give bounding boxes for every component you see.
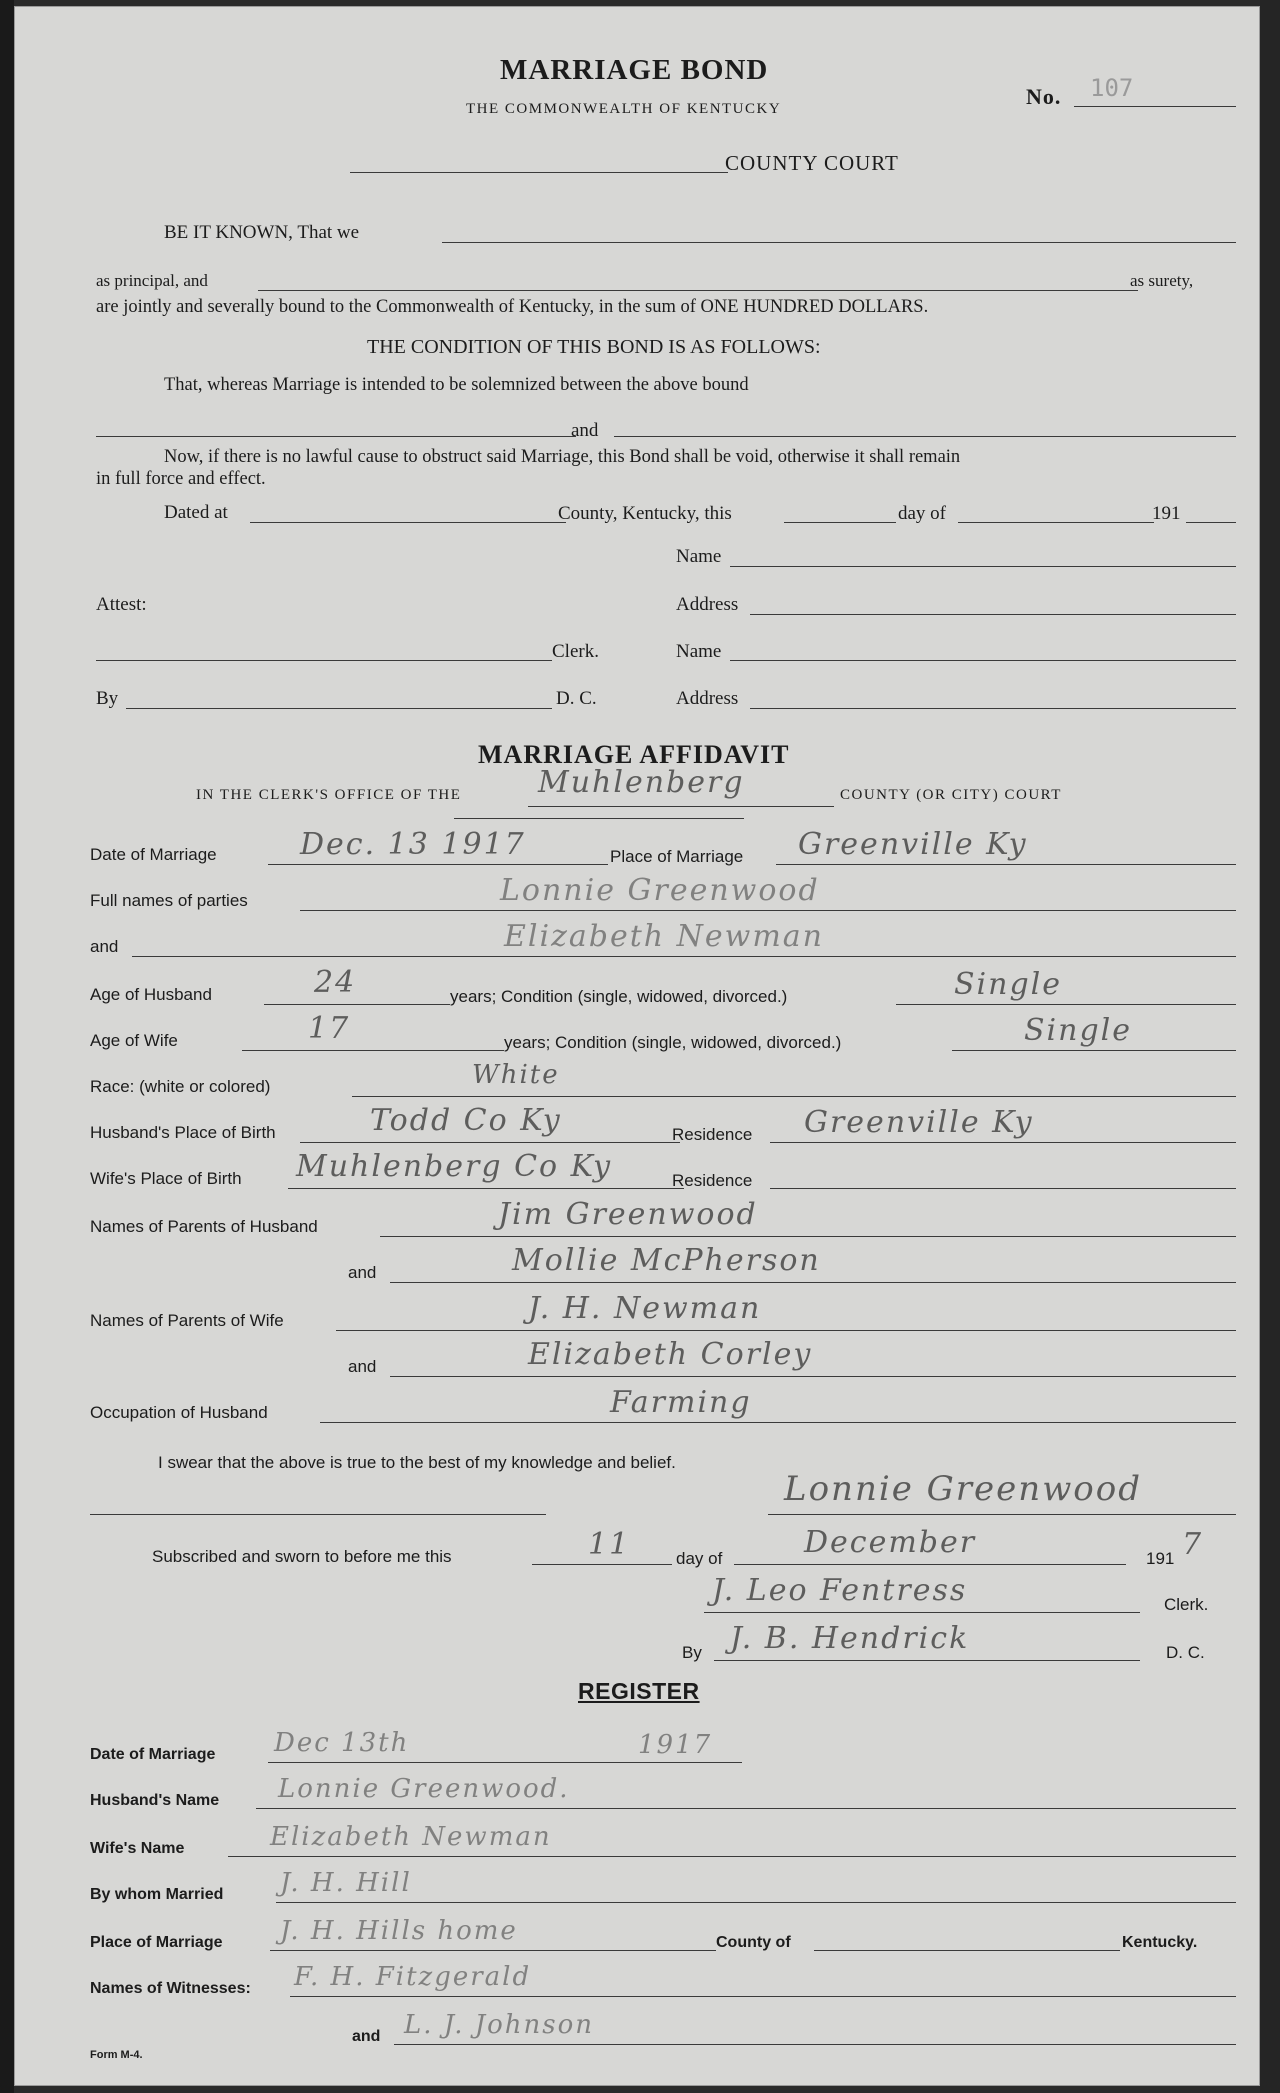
occupation-line [320, 1422, 1236, 1423]
bond-day-of-text: day of [898, 503, 947, 524]
whereas-text: That, whereas Marriage is intended to be solemnized between the above bound [164, 375, 749, 395]
husband-condition-line [896, 1004, 1236, 1005]
register-and-label: and [352, 2028, 381, 2045]
bond-subtitle: THE COMMONWEALTH OF KENTUCKY [466, 101, 782, 117]
place-of-marriage-line [776, 864, 1236, 865]
county-city-court-text: COUNTY (OR CITY) COURT [840, 787, 1062, 803]
husband-father-line [380, 1236, 1236, 1237]
bond-address-line-2 [750, 708, 1236, 709]
place-of-marriage-label: Place of Marriage [610, 847, 744, 866]
husband-mother-line [390, 1282, 1236, 1283]
occupation-value: Farming [610, 1385, 752, 1420]
party2-value: Elizabeth Newman [504, 919, 824, 954]
attest-label: Attest: [96, 594, 147, 615]
bond-no-label: No. [1026, 84, 1062, 109]
month-line [958, 522, 1154, 523]
occupation-label: Occupation of Husband [90, 1403, 268, 1422]
party1-line [300, 910, 1236, 911]
race-label: Race: (white or colored) [90, 1077, 271, 1096]
bond-address-label-1: Address [676, 594, 739, 615]
parents-wife-label: Names of Parents of Wife [90, 1311, 284, 1330]
register-place-line [270, 1950, 716, 1951]
register-wife-value: Elizabeth Newman [270, 1822, 552, 1852]
wife-birth-value: Muhlenberg Co Ky [296, 1149, 613, 1184]
wife-residence-line [770, 1188, 1236, 1189]
register-wife-line [228, 1856, 1236, 1857]
and-label-2: and [348, 1263, 377, 1282]
bond-no-value: 107 [1090, 74, 1134, 102]
county-court-label: COUNTY COURT [725, 151, 899, 175]
register-title: REGISTER [578, 1678, 700, 1704]
in-clerks-office-text: IN THE CLERK'S OFFICE OF THE [196, 787, 462, 803]
bond-name-label-2: Name [676, 641, 722, 662]
now-if-text-1: Now, if there is no lawful cause to obstruct said Marriage, this Bond shall be void, otherwise it shall remain [164, 447, 961, 467]
form-number: Form M-4. [90, 2049, 143, 2061]
as-surety-text: as surety, [1130, 271, 1194, 290]
register-witness1-line [290, 1996, 1236, 1997]
sworn-year-suffix: 7 [1182, 1527, 1204, 1562]
party-line-1 [96, 436, 576, 437]
register-wife-label: Wife's Name [90, 1840, 185, 1857]
register-place-label: Place of Marriage [90, 1934, 223, 1951]
bond-dc-label: D. C. [556, 688, 597, 709]
husband-father-value: Jim Greenwood [498, 1197, 758, 1232]
as-principal-text: as principal, and [96, 271, 208, 290]
year-line [1186, 522, 1236, 523]
bond-name-label-1: Name [676, 546, 722, 567]
register-husband-value: Lonnie Greenwood. [278, 1774, 570, 1804]
now-if-text-2: in full force and effect. [96, 469, 266, 489]
dated-at-text: Dated at [164, 502, 228, 523]
register-by-whom-label: By whom Married [90, 1886, 224, 1903]
swear-text: I swear that the above is true to the best of my knowledge and belief. [158, 1453, 676, 1472]
bond-no-line [1074, 106, 1236, 107]
age-husband-line [264, 1004, 450, 1005]
wife-condition-line [952, 1050, 1236, 1051]
sworn-month-value: December [804, 1525, 977, 1560]
full-names-label: Full names of parties [90, 891, 248, 910]
party1-value: Lonnie Greenwood [500, 873, 820, 908]
sworn-day-of-text: day of [676, 1549, 723, 1568]
age-husband-value: 24 [314, 965, 357, 1000]
register-date-value: Dec 13th [274, 1728, 410, 1758]
affidavit-clerk-label: Clerk. [1164, 1595, 1209, 1614]
husband-residence-line [770, 1142, 1236, 1143]
place-of-marriage-value: Greenville Ky [798, 827, 1028, 862]
scan-right-edge [1260, 0, 1280, 2093]
day-line [784, 522, 896, 523]
county-court-line [350, 172, 728, 173]
age-wife-label: Age of Wife [90, 1031, 178, 1050]
subscribed-text: Subscribed and sworn to before me this [152, 1547, 452, 1566]
bond-address-line-1 [750, 614, 1236, 615]
wife-birth-line [288, 1188, 684, 1189]
register-husband-label: Husband's Name [90, 1792, 220, 1809]
sworn-day-line [532, 1564, 672, 1565]
affidavit-dc-label: D. C. [1166, 1643, 1205, 1662]
bond-by-label: By [96, 688, 119, 709]
register-kentucky-label: Kentucky. [1122, 1934, 1198, 1951]
husband-residence-label: Residence [672, 1125, 753, 1144]
dc-signature-line [714, 1660, 1140, 1661]
husband-birth-line [300, 1142, 680, 1143]
affidavit-title: MARRIAGE AFFIDAVIT [478, 740, 790, 769]
bond-name-line-2 [730, 660, 1236, 661]
wife-residence-label: Residence [672, 1171, 753, 1190]
principal-line [442, 242, 1236, 243]
scan-left-edge [0, 0, 14, 2093]
age-wife-line [242, 1050, 504, 1051]
and-label-1: and [90, 937, 119, 956]
register-date-line [268, 1762, 638, 1763]
register-year-line [638, 1762, 742, 1763]
register-by-whom-line [276, 1902, 1236, 1903]
and-label-3: and [348, 1357, 377, 1376]
husband-residence-value: Greenville Ky [804, 1105, 1034, 1140]
county-name-line [528, 806, 834, 807]
affidavit-county-value: Muhlenberg [538, 765, 745, 800]
years-condition-text-2: years; Condition (single, widowed, divorced.) [504, 1033, 842, 1052]
register-year-value: 1917 [638, 1730, 713, 1760]
sworn-year-prefix: 191 [1146, 1549, 1175, 1568]
bond-by-line [126, 708, 552, 709]
register-place-value: J. H. Hills home [280, 1916, 518, 1946]
dc-signature: J. B. Hendrick [730, 1621, 970, 1656]
affiant-signature: Lonnie Greenwood [784, 1469, 1143, 1509]
sworn-day-value: 11 [588, 1527, 631, 1562]
be-it-known-text: BE IT KNOWN, That we [164, 222, 360, 243]
party2-line [132, 956, 1236, 957]
date-of-marriage-label: Date of Marriage [90, 845, 217, 864]
register-witness2-value: L. J. Johnson [404, 2010, 595, 2040]
race-value: White [472, 1060, 560, 1090]
county-ky-this-text: County, Kentucky, this [558, 503, 732, 524]
signature-line [768, 1514, 1236, 1515]
clerk-signature-line [704, 1612, 1140, 1613]
wife-father-value: J. H. Newman [528, 1291, 762, 1326]
register-county-of-label: County of [716, 1934, 791, 1951]
register-by-whom-value: J. H. Hill [280, 1868, 412, 1898]
date-of-marriage-line [268, 864, 608, 865]
wife-father-line [336, 1330, 1236, 1331]
husband-birth-value: Todd Co Ky [370, 1103, 562, 1138]
register-witnesses-label: Names of Witnesses: [90, 1980, 251, 1997]
husband-mother-value: Mollie McPherson [512, 1243, 821, 1278]
bond-address-label-2: Address [676, 688, 739, 709]
bond-and-text: and [571, 420, 599, 441]
jointly-bound-text: are jointly and severally bound to the Commonwealth of Kentucky, in the sum of ONE HUNDRED DOLLARS. [96, 297, 929, 317]
bond-year-191: 191 [1152, 503, 1181, 524]
affiant-blank-line [90, 1514, 546, 1515]
wife-mother-value: Elizabeth Corley [528, 1337, 813, 1372]
date-of-marriage-value: Dec. 13 1917 [300, 827, 526, 862]
surety-line [258, 290, 1138, 291]
wife-condition-value: Single [1024, 1013, 1133, 1048]
age-wife-value: 17 [308, 1011, 351, 1046]
wife-mother-line [390, 1376, 1236, 1377]
register-witness2-line [394, 2044, 1236, 2045]
dated-at-line [250, 522, 566, 523]
register-witness1-value: F. H. Fitzgerald [294, 1962, 532, 1992]
age-husband-label: Age of Husband [90, 985, 212, 1004]
sworn-month-line [734, 1564, 1126, 1565]
wife-birth-label: Wife's Place of Birth [90, 1169, 242, 1188]
party-line-2 [614, 436, 1236, 437]
clerk-line [96, 660, 552, 661]
parents-husband-label: Names of Parents of Husband [90, 1217, 318, 1236]
affidavit-by-label: By [682, 1643, 702, 1662]
husband-birth-label: Husband's Place of Birth [90, 1123, 276, 1142]
condition-heading: THE CONDITION OF THIS BOND IS AS FOLLOWS: [367, 336, 821, 358]
register-husband-line [256, 1808, 1236, 1809]
affidavit-divider [454, 818, 744, 819]
bond-clerk-label: Clerk. [552, 641, 599, 662]
husband-condition-value: Single [954, 967, 1063, 1002]
register-date-label: Date of Marriage [90, 1746, 216, 1763]
years-condition-text-1: years; Condition (single, widowed, divorced.) [450, 987, 788, 1006]
bond-title: MARRIAGE BOND [500, 54, 769, 86]
marriage-record-document [14, 6, 1260, 2086]
race-line [352, 1096, 1236, 1097]
clerk-signature: J. Leo Fentress [712, 1573, 968, 1608]
bond-name-line-1 [730, 566, 1236, 567]
register-county-line [814, 1950, 1120, 1951]
